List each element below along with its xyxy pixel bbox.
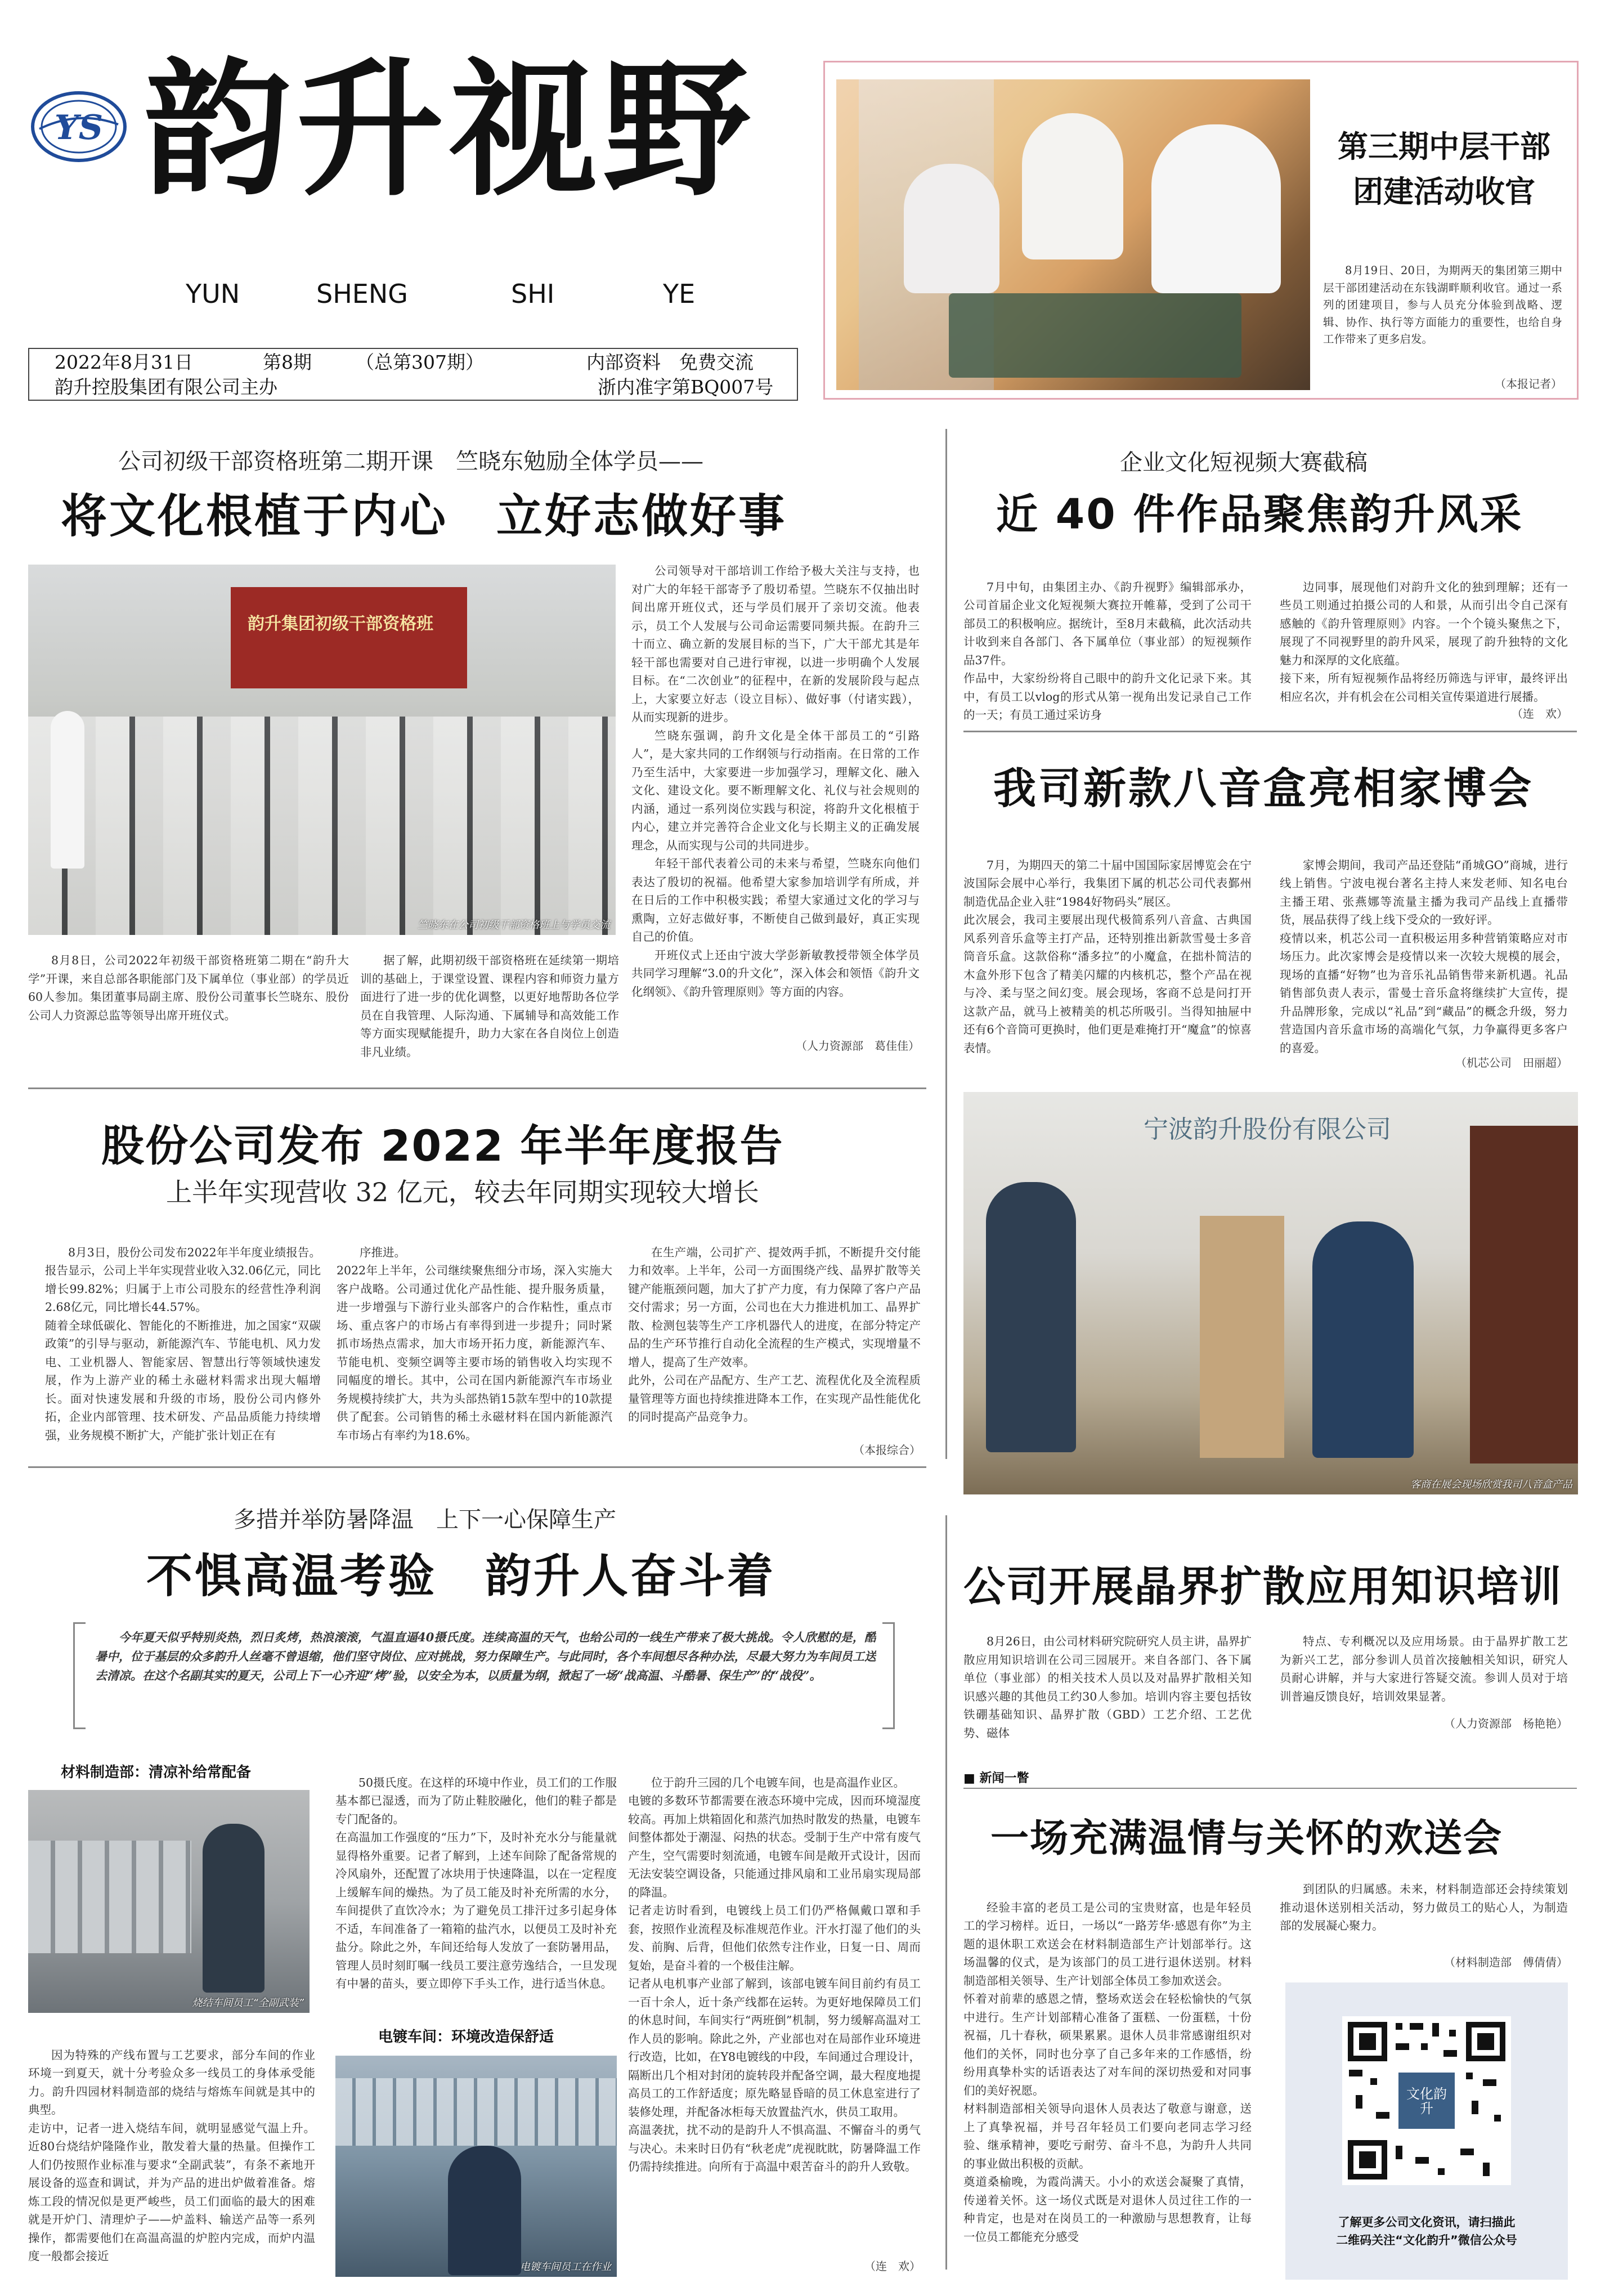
article1-sign: （人力资源部 葛佳佳） — [796, 1039, 920, 1053]
article3-body-left-text: 7月，为期四天的第二十届中国国际家居博览会在宁波国际会展中心举行，我集团下属的机芯公司代表鄞州制造优品企业入驻“1984好物码头”展区。 此次展会，我司主要展出现代极简系列八音盒、古典国风系列音乐盒等主打产品，还特别推出新款雪曼士多音筒音乐盒。这款俗称“潘多拉”的小魔盒，在拙朴简洁的木盒外形下包含了精美闪耀的内核机芯，整个产品在视与冷、柔与坚之间幻变。展会现场，客商不总是问打开这款产品，就马上被精美的机芯所吸引。当得知抽屉中还有6个音筒可更换时，他们更是难掩打开“魔盒”的惊喜表情。 — [963, 858, 1252, 1055]
article3-headline: 我司新款八音盒亮相家博会 — [993, 763, 1534, 813]
news-flash-sign: （材料制造部 傅倩倩） — [1444, 1955, 1568, 1969]
booth-sign-text: 宁波韵升股份有限公司 — [1144, 1115, 1391, 1144]
article4-body-col2-text: 序推进。 2022年上半年，公司继续聚焦细分市场，深入实施大客户战略。公司通过优化产品性能、提升服务质量，进一步增强与下游行业头部客户的合作粘性，重点市场、重点客户的市场占有率得到进一步提升；同时紧抓市场热点需求，加大市场开拓力度，新能源汽车、节能电机、变频空调等主要市场的销售收入均实现不同幅度的增长。其中，公司在国内新能源汽车市场业务规模持续扩大，共为头部热销15款车型中的10款提供了配套。公司销售的稀土永磁材料在国内新能源汽车市场占有率约为18.6%。 — [337, 1245, 612, 1442]
top-feature — [823, 61, 1579, 400]
article4-headline: 股份公司发布 2022 年半年度报告 — [101, 1121, 784, 1171]
qr-caption-line2: 二维码关注“文化韵升”微信公众号 — [1336, 2234, 1517, 2247]
training-banner-text: 韵升集团初级干部资格班 — [248, 614, 433, 634]
company-logo — [28, 87, 129, 166]
team-building-photo — [836, 79, 1310, 390]
article3-body-right-text: 家博会期间，我司产品还登陆“甬城GO”商城，进行线上销售。宁波电视台著名主持人来发老师、知名电台主播王珺、张燕娜等流量主播为我司产品线上直播带货，展品获得了线上线下受众的一致好评。 疫情以来，机芯公司一直积极运用多种营销策略应对市场压力。此次家博会是疫情以来一次较大规模的展会，现场的直播“好物”也为音乐礼品销售带来新机遇。礼品销售部负责人表示，雷曼士音乐盒将继续扩大宣传，提升品牌形象，完成以“礼品”到“藏品”的概念升级，努力营造国内音乐盒市场的高端化气氛，力争赢得更多客户的喜爱。 — [1280, 858, 1568, 1055]
article4-body-col2 — [337, 1225, 612, 1461]
article1-body-left-text: 8月8日，公司2022年初级干部资格班第二期在“韵升大学”开课，来自总部各职能部门及下属单位（事业部）的学员近60人参加。集团董事局副主席、股份公司董事长竺晓东、股份公司人力资源总监等领导出席开班仪式。 — [28, 954, 349, 1022]
article4-subhead: 上半年实现营收 32 亿元，较去年同期实现较大增长 — [166, 1177, 759, 1207]
electroplating-workshop-photo — [335, 2056, 617, 2277]
article3-body-left — [963, 838, 1252, 1074]
article6-body-right — [1280, 1632, 1568, 1711]
article3-photo-caption: 客商在展会现场欣赏我司八音盒产品 — [1410, 1479, 1572, 1491]
article2-headline: 近 40 件作品聚焦韵升风采 — [996, 490, 1523, 539]
article5-sign: （连 欢） — [864, 2259, 921, 2273]
article5-body-right-text: 位于韵升三园的几个电镀车间，也是高温作业区。 电镀的多数环节都需要在液态环境中完成，因而环境湿度较高。再加上烘箱固化和蒸汽加热时散发的热量，电镀车间整体都处于潮湿、闷热的状态。受制于生产中常有废气产生，空气需要时刻流通，电镀车间是敞开式设计，因而无法安装空调设备，只能通过排风扇和工业吊扇实现局部的降温。 记者走访时看到，电镀线上员工们仍严格佩戴口罩和手套，按照作业流程及标准规范作业。汗水打湿了他们的头发、前胸、后背，但他们依然专注作业，日复一日、周而复始，是奋斗着的一个极佳注解。 记者从电机事产业部了解到，该部电镀车间目前约有员工一百十余人，近十条产线都在运转。为更好地保障员工们的休息时间，车间实行“两班倒”机制，努力缓解高温对工作人员的影响。除此之外，产业部也对在局部作业环境进行改造，比如，在Y8电镀线的中段，车间通过合理设计，隔断出几个相对封闭的旋转段并配备空调，最大程度地提高员工的工作舒适度；原先略显昏暗的员工休息室进行了装修处理，并配备冰柜每天放置盐汽水，供员工取用。 高温袭扰，扰不动的是韵升人不惧高温、不懈奋斗的勇气与决心。未来时日仍有“秋老虎”虎视眈眈，防暑降温工作仍需持续推进。向所有于高温中艰苦奋斗的韵升人致敬。 — [628, 1775, 921, 2173]
top-feature-body — [1323, 262, 1562, 375]
article1-photo-caption: 竺晓东在公司初级干部资格班上与学员交流 — [418, 919, 610, 931]
article4-bottom-rule — [28, 1466, 926, 1468]
article1-body-mid — [360, 951, 619, 1103]
article2-body-right-text: 边同事，展现他们对韵升文化的独到理解；还有一些员工则通过拍摄公司的人和景，从而引出令自己深有感触的《韵升管理原则》内容。一个个镜头聚焦之下，展现了不同视野里的韵升风采，展现了韵升独特的文化魅力和深厚的文化底蕴。 接下来，所有短视频作品将经历筛选与评审，最终评出相应名次，并有机会在公司相关宣传渠道进行展播。 — [1280, 580, 1568, 704]
article5-body-mid-text: 50摄氏度。在这样的环境中作业，员工们的工作服基本都已湿透，而为了防止鞋胶融化，他们的鞋子都是专门配备的。 在高温加工作强度的“压力”下，及时补充水分与能量就显得格外重要。记者了解到，上述车间除了配备常规的冷风扇外，还配置了冰块用于快速降温，以在一定程度上缓解车间的燥热。为了员工能及时补充所需的水分，车间提供了直饮冷水；为了避免员工排汗过多引起身体不适，车间准备了一箱箱的盐汽水，以便员工及时补充盐分。除此之外，车间还给每人发放了一套防暑用品，管理人员时刻盯嘱一线员工要注意劳逸结合，一旦发现有中暑的苗头，要立即停下手头工作，进行适当休息。 — [335, 1775, 617, 1990]
news-flash-body-left-text: 经验丰富的老员工是公司的宝贵财富，也是年轻员工的学习榜样。近日，一场以“一路芳华·感恩有你”为主题的退休职工欢送会在材料制造部生产计划部举行。这场温馨的仪式，是为该部门的员工进行退休送别。材料制造部相关领导、生产计划部全体员工参加欢送会。 怀着对前辈的感恩之情，整场欢送会在轻松愉快的气氛中进行。生产计划部精心准备了蛋糕、一份蛋糕，十份祝福，几十春秋，硕果累累。退休人员非常感谢组织对他们的关怀，同时也分享了自己多年来的工作感悟，纷纷用真挚朴实的话语表达了对车间的深切热爱和对同事们的美好祝愿。 材料制造部相关领导向退休人员表达了敬意与谢意，送上了真挚祝福，并号召年轻员工们要向老同志学习经验、继承精神，要吃亏耐劳、奋斗不息，为韵升人共同的事业做出积极的贡献。 奠道桑榆晚，为霞尚满天。小小的欢送会凝聚了真情，传递着关怀。这一场仪式既是对退休人员过往工作的一种肯定，也是对在岗员工的一种激励与思想教育，让每一位员工都能充分感受 — [963, 1900, 1252, 2244]
news-flash-body-right-text: 到团队的归属感。未来，材料制造部还会持续策划推动退休送别相关活动，努力做员工的贴心人，为制造部的发展凝心聚力。 — [1280, 1882, 1568, 1932]
issue-permit: 浙内准字第BQ007号 — [598, 376, 774, 398]
qr-panel — [1285, 1982, 1568, 2280]
article6-body-right-text: 特点、专利概况以及应用场景。由于晶界扩散工艺为新兴工艺，部分参训人员首次接触相关知识，研究人员耐心讲解，并与大家进行答疑交流。参训人员对于培训普遍反馈良好，培训效果显著。 — [1280, 1635, 1568, 1703]
pinyin-shi: SHI — [511, 279, 555, 309]
column-divider-lower — [945, 1515, 947, 2270]
article1-right-para-2: 竺晓东强调，韵升文化是全体干部员工的“引路人”，是大家共同的工作纲领与行动指南。在日常的工作乃至生活中，大家要进一步加强学习，理解文化、融入文化、建设文化。要不断理解文化、礼仪与社会规则的内涵，通过一系列岗位实践与积淀，将韵升文化根植于内心，建立并完善符合企业文化与长期主义的正确发展理念，从而实现与公司的共同进步。 — [631, 728, 920, 852]
top-feature-sign: （本报记者） — [1495, 377, 1562, 391]
article1-right-para-3: 年轻干部代表着公司的未来与希望，竺晓东向他们表达了殷切的祝福。他希望大家参加培训学有所成，并在日后的工作中积极实践；希望大家通过文化的学习与熏陶，立好志做好事，不断使自己做到最好，真正实现自己的价值。 — [631, 857, 920, 943]
qr-caption-line1: 了解更多公司文化资讯，请扫描此 — [1338, 2216, 1516, 2229]
article5-kicker: 多措并举防暑降温 上下一心保障生产 — [234, 1507, 616, 1533]
issue-internal: 内部资料 免费交流 — [586, 351, 754, 373]
article2-body-left — [963, 560, 1252, 723]
top-feature-body-text: 8月19日、20日，为期两天的集团第三期中层干部团建活动在东钱湖畔顺利收官。通过一系列的团建项目，参与人员充分体验到战略、逻辑、协作、执行等方面能力的重要性，也给自身工作带来了更多启发。 — [1323, 264, 1562, 346]
news-flash-label: ■ 新闻一瞥 — [963, 1771, 1029, 1785]
pinyin-yun: YUN — [186, 279, 240, 309]
news-flash-body-right — [1280, 1880, 1568, 1959]
article5-headline: 不惧高温考验 韵升人奋斗着 — [146, 1550, 776, 1603]
article5-photo2-caption: 电镀车间员工在作业 — [520, 2261, 611, 2273]
masthead-pinyin — [186, 279, 703, 312]
article5-body-right — [628, 1755, 921, 2267]
article2-body-left-text: 7月中旬，由集团主办、《韵升视野》编辑部承办，公司首届企业文化短视频大赛拉开帷幕，受到了公司干部员工的积极响应。据统计，至8月末截稿，此次活动共计收到来自各部门、各下属单位（事业部）的短视频作品37件。 作品中，大家纷纷将自己眼中的韵升文化记录下来。其中，有员工以vlog的形式从第一视角出发记录自己工作的一天；有员工通过采访身 — [963, 580, 1252, 722]
top-feature-title-line1: 第三期中层干部 — [1338, 129, 1550, 164]
issue-number: 第8期 — [263, 351, 312, 373]
article1-body-mid-text: 据了解，此期初级干部资格班在延续第一期培训的基础上，于课堂设置、课程内容和师资力量方面进行了进一步的优化调整，以更好地帮助各位学员在自我管理、人际沟通、下属辅导和高效能工作等方面实现赋能提升，助力大家在各自岗位上创造非凡业绩。 — [360, 954, 619, 1059]
article6-body-left — [963, 1632, 1252, 1745]
pinyin-sheng: SHENG — [316, 279, 408, 309]
expo-booth-photo — [963, 1092, 1578, 1494]
sintering-workshop-photo — [28, 1790, 310, 2013]
article2-body-right — [1280, 560, 1568, 706]
article1-kicker: 公司初级干部资格班第二期开课 竺晓东勉励全体学员—— — [118, 449, 703, 475]
qr-center-text: 文化韵升 — [1406, 2086, 1447, 2116]
qr-caption — [1285, 2213, 1568, 2249]
pinyin-ye: YE — [663, 279, 696, 309]
article4-body-col1-text: 8月3日，股份公司发布2022年半年度业绩报告。报告显示，公司上半年实现营业收入32.06亿元，同比增长99.82%；归属于上市公司股东的经营性净利润2.68亿元，同比增长44.57%。 随着全球低碳化、智能化的不断推进，加之国家“双碳政策”的引导与驱动，新能源汽车、节能电机、风力发电、工业机器人、智能家居、智慧出行等领域快速发展，作为上游产业的稀土永磁材料需求出现大幅增长。面对快速发展和升级的市场，股份公司内修外拓，企业内部管理、技术研发、产品品质能力持续增强，业务规模不断扩大，产能扩张计划正在有 — [45, 1245, 321, 1442]
article3-sign: （机芯公司 田丽超） — [1455, 1056, 1568, 1069]
article6-headline: 公司开展晶界扩散应用知识培训 — [963, 1563, 1562, 1611]
article5-lead-box — [73, 1622, 895, 1729]
article4-body-col1 — [45, 1225, 321, 1461]
issue-date: 2022年8月31日 — [55, 351, 193, 373]
article5-subhead-1: 材料制造部：清凉补给常配备 — [61, 1764, 252, 1781]
training-class-photo — [28, 565, 616, 935]
article2-sign: （连 欢） — [1512, 707, 1568, 720]
article5-photo1-caption: 烧结车间员工“全副武装” — [192, 1997, 304, 2009]
article1-right-para-1: 公司领导对干部培训工作给予极大关注与支持，也对广大的年轻干部寄予了殷切希望。竺晓东不仅抽出时间出席开班仪式，还与学员们展开了亲切交流。他表示，员工个人发展与公司命运需要同频共振。在韵升三十而立、确立新的发展目标的当下，广大干部尤其是年轻干部也需要对自己进行审视，以进一步明确个人发展目标。在“二次创业”的征程中，在新的发展阶段与起点上，大家要立好志（设立目标）、做好事（付诸实践），从而实现新的进步。 — [631, 564, 920, 724]
news-flash-headline: 一场充满温情与关怀的欢送会 — [990, 1816, 1503, 1861]
news-flash-body-left — [963, 1880, 1252, 2274]
article1-headline: 将文化根植于内心 立好志做好事 — [61, 490, 787, 543]
article5-body-mid — [335, 1755, 617, 2011]
article2-bottom-rule — [963, 731, 1577, 732]
top-feature-title-line2: 团建活动收官 — [1353, 174, 1535, 209]
svg-text:YS: YS — [54, 108, 104, 147]
article6-body-left-text: 8月26日，由公司材料研究院研究人员主讲，晶界扩散应用知识培训在公司三园展开。来自各部门、各下属单位（事业部）的相关技术人员以及对晶界扩散相关知识感兴趣的其他员工约30人参加。培训内容主要包括钕铁硼基础知识、晶界扩散（GBD）工艺介绍、工艺优势、磁体 — [963, 1635, 1252, 1740]
issue-total: （总第307期） — [356, 351, 484, 373]
article5-subhead-2: 电镀车间：环境改造保舒适 — [378, 2029, 554, 2046]
article4-sign: （本报综合） — [853, 1443, 921, 1457]
article4-body-col3 — [628, 1225, 921, 1442]
article6-sign: （人力资源部 杨艳艳） — [1444, 1717, 1568, 1730]
article5-lead-text: 今年夏天似乎特别炎热，烈日炙烤，热浪滚滚，气温直逼40摄氏度。连续高温的天气，也给公司的一线生产带来了极大挑战。令人欣慰的是，酷暑中，位于基层的众多韵升人丝毫不曾退缩，他们坚守岗位、应对挑战，努力保障生产。与此同时，各个车间想尽各种办法，尽最大努力为车间员工送去清凉。在这个名副其实的夏天，公司上下一心齐迎“烤”验，以安全为本，以质量为纲，掀起了一场“战高温、斗酷暑、保生产”的“战役”。 — [95, 1630, 876, 1682]
article5-body-left — [28, 2028, 315, 2281]
article1-body-right — [631, 562, 920, 1040]
column-divider-upper — [945, 429, 947, 1459]
article4-body-col3-text: 在生产端，公司扩产、提效两手抓，不断提升交付能力和效率。上半年，公司一方面围绕产线、晶界扩散等关键产能瓶颈问题，加大了扩产力度，有力保障了客户产品交付需求；另一方面，公司也在大力推进机加工、晶界扩散、检测包装等生产工序机器代人的进度，在部分特定产品的生产环节推行自动化全流程的生产模式，实现增量不增人，提高了生产效率。 此外，公司在产品配方、生产工艺、流程优化及全流程质量管理等方面也持续推进降本工作，在实现产品性能优化的同时提高产品竞争力。 — [628, 1245, 921, 1424]
qr-code — [1342, 2016, 1511, 2185]
masthead-title: 韵升视野 — [144, 44, 756, 216]
article5-body-left-text: 因为特殊的产线布置与工艺要求，部分车间的作业环境一到夏天，就十分考验众多一线员工的身体承受能力。韵升四园材料制造部的烧结与熔炼车间就是其中的典型。 走访中，记者一进入烧结车间，就明显感觉气温上升。近80台烧结炉隆隆作业，散发着大量的热量。但操作工人们仍按照作业标准与要求“全副武装”，有条不紊地开展设备的巡查和调试，并为产品的进出炉做着准备。熔炼工段的情况似是更严峻些，员工们面临的最大的困难就是开炉门、清理炉子——炉盖料、输送产品等一系列操作，都需要他们在高温高温的炉腔内完成，而炉内温度一般都会接近 — [28, 2048, 315, 2263]
article1-right-para-4: 开班仪式上还由宁波大学彭新敏教授带领全体学员共同学习理解“3.0的升文化”，深入体会和领悟《韵升文化纲领》、《韵升管理原则》等方面的内容。 — [631, 948, 920, 999]
top-feature-title — [1326, 124, 1562, 214]
article3-body-right — [1280, 838, 1568, 1063]
article1-body-left — [28, 951, 349, 1103]
article2-kicker: 企业文化短视频大赛截稿 — [1120, 450, 1368, 476]
issue-sponsor: 韵升控股集团有限公司主办 — [55, 376, 277, 398]
news-flash-rule — [963, 1788, 1577, 1789]
article1-bottom-rule — [28, 1087, 926, 1089]
issue-info-box — [28, 348, 798, 401]
masthead — [0, 0, 810, 405]
